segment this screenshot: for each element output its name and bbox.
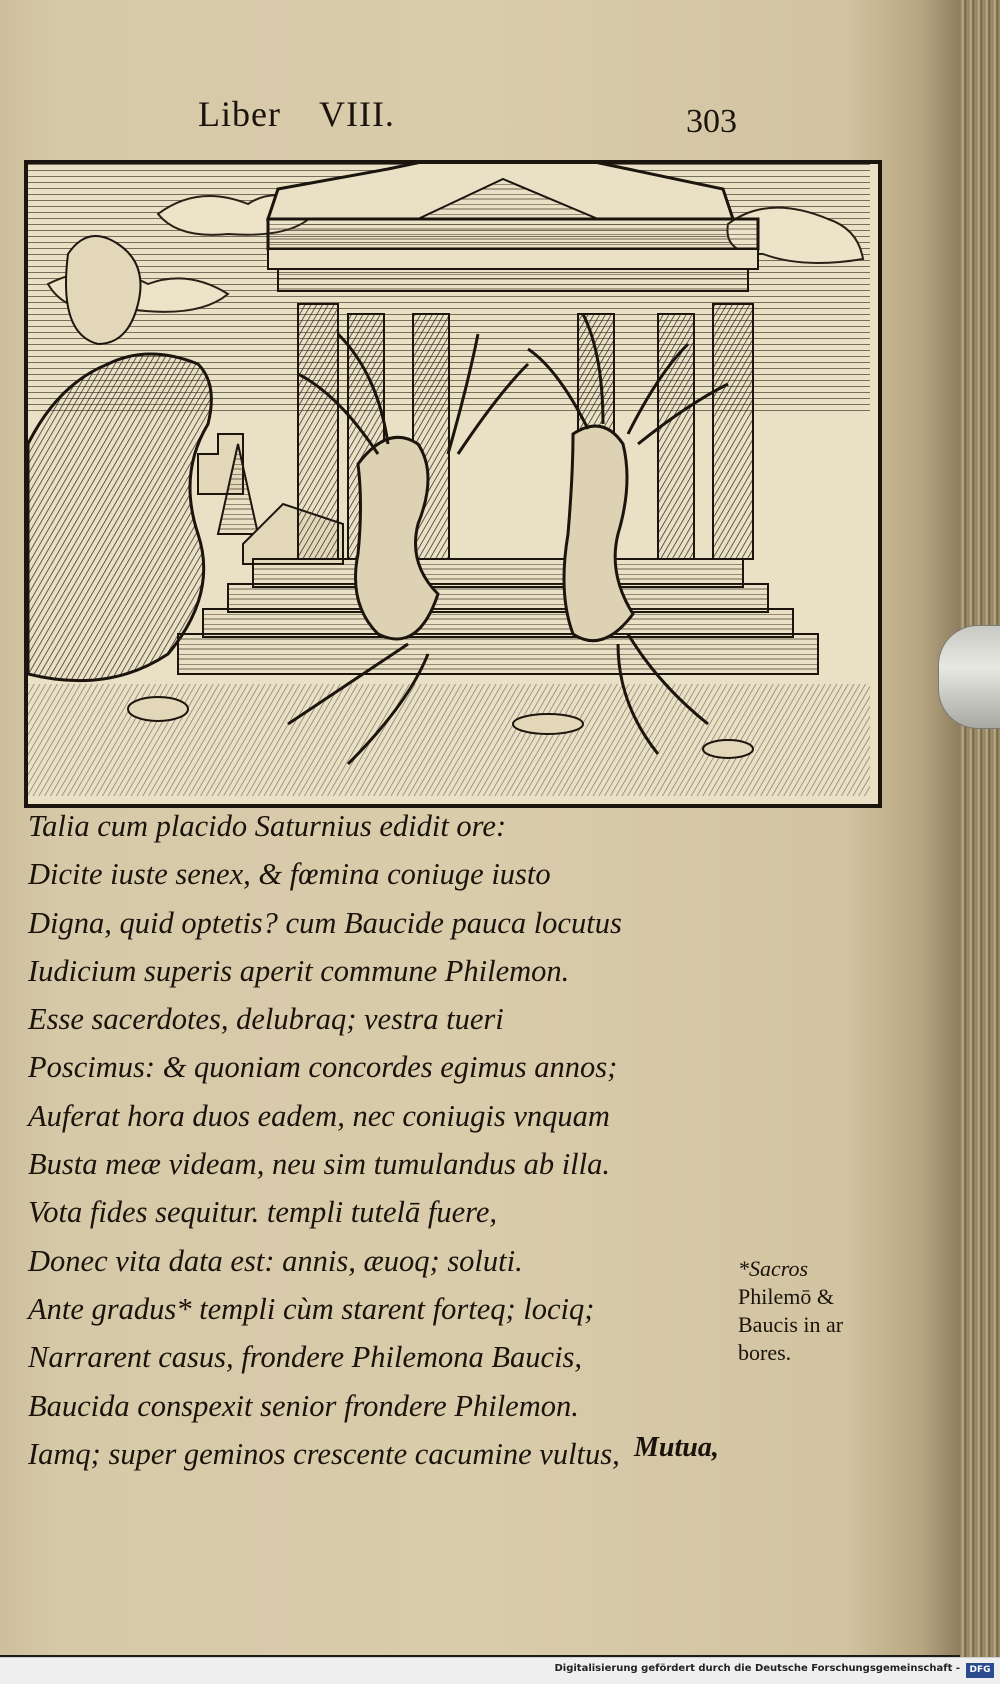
marginal-note — [738, 1255, 898, 1367]
verse-line: Iamq; super geminos crescente cacumine vultus, — [28, 1436, 620, 1471]
marginal-line: Baucis in ar — [738, 1312, 844, 1337]
footer-credit: Digitalisierung gefördert durch die Deutsche Forschungsgemeinschaft - — [554, 1663, 960, 1674]
verse-text — [28, 802, 748, 1478]
verse-line: Talia cum placido Saturnius edidit ore: — [28, 809, 507, 843]
verse-line: Vota fides sequitur. templi tutelā fuere, — [28, 1195, 498, 1230]
verse-line: Narrarent casus, frondere Philemona Baucis, — [28, 1340, 583, 1375]
verse-line: Iudicium superis aperit commune Philemon. — [28, 953, 570, 988]
marginal-line: bores. — [738, 1340, 792, 1365]
verse-line: Esse sacerdotes, delubraq; vestra tueri — [28, 1002, 504, 1037]
verse-line: Baucida conspexit senior frondere Philemon. — [28, 1388, 579, 1423]
book-label: Liber — [198, 94, 281, 134]
page-edges — [960, 0, 1000, 1683]
footer-bar — [0, 1657, 1000, 1684]
verse-line: Ante gradus* templi cùm starent forteq; lociq; — [28, 1291, 595, 1326]
verse-line: Dicite iuste senex, & fœmina coniuge iusto — [28, 857, 551, 892]
verse-line: Donec vita data est: annis, æuoq; soluti. — [28, 1243, 523, 1278]
verse-line: Poscimus: & quoniam concordes egimus annos; — [28, 1050, 618, 1085]
running-head — [198, 93, 433, 135]
marginal-line: Philemō & — [738, 1284, 834, 1309]
woodcut-temple-icon — [28, 164, 870, 796]
dfg-logo-icon: DFG — [966, 1663, 994, 1678]
verse-line: Busta meæ videam, neu sim tumulandus ab illa. — [28, 1147, 611, 1182]
verse-line: Digna, quid optetis? cum Baucide pauca locutus — [28, 905, 622, 940]
verse-line: Auferat hora duos eadem, nec coniugis vnquam — [28, 1098, 610, 1133]
woodcut-illustration — [24, 160, 882, 808]
book-number: VIII. — [318, 94, 395, 134]
page-clip — [938, 625, 1000, 729]
marginal-line: *Sacros — [738, 1256, 809, 1281]
page-number: 303 — [686, 103, 737, 140]
catchword: Mutua, — [634, 1432, 719, 1463]
